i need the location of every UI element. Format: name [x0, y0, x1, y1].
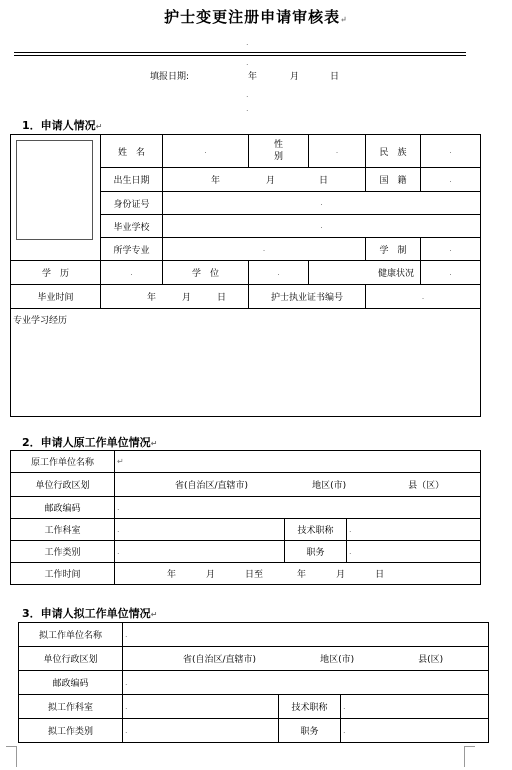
new-post-label: 职务: [279, 719, 341, 743]
orig-type-field[interactable]: .: [115, 541, 285, 563]
ethnicity-field[interactable]: .: [421, 135, 481, 168]
name-label: 姓 名: [101, 135, 163, 168]
fill-date-label: 填报日期:: [150, 72, 190, 82]
school-field[interactable]: .: [163, 215, 481, 238]
section3-heading: 3．申请人拟工作单位情况↵: [22, 607, 158, 620]
orig-worktime-label: 工作时间: [11, 563, 115, 585]
degree-years-field[interactable]: .: [421, 238, 481, 261]
paragraph-mark: .: [246, 58, 249, 67]
new-title-label: 技术职称: [279, 695, 341, 719]
nationality-label: 国 籍: [366, 168, 421, 192]
intended-unit-table: [18, 622, 489, 743]
orig-post-field[interactable]: .: [347, 541, 481, 563]
experience-field[interactable]: [11, 309, 481, 417]
orig-prefecture: 地区(市): [312, 481, 347, 491]
paragraph-mark: .: [246, 90, 249, 99]
new-postcode-label: 邮政编码: [19, 671, 123, 695]
orig-unit-field[interactable]: ↵: [115, 451, 481, 473]
grad-time-field[interactable]: [101, 285, 249, 309]
title-rule-thick: [14, 52, 466, 53]
wt-day-to: 日至: [245, 570, 264, 580]
new-admin-field[interactable]: [123, 647, 489, 671]
wt-month-start: 月: [206, 570, 216, 580]
degree-years-label: 学 制: [366, 238, 421, 261]
new-type-label: 拟工作类别: [19, 719, 123, 743]
license-label: 护士执业证书编号: [249, 285, 366, 309]
orig-dept-field[interactable]: .: [115, 519, 285, 541]
grad-year: 年: [147, 293, 157, 303]
major-field[interactable]: .: [163, 238, 366, 261]
birth-day: 日: [319, 176, 329, 186]
education-field[interactable]: .: [101, 261, 163, 285]
degree-field[interactable]: .: [249, 261, 309, 285]
orig-admin-label: 单位行政区划: [11, 473, 115, 497]
new-unit-field[interactable]: .: [123, 623, 489, 647]
birth-month: 月: [266, 176, 276, 186]
new-prefecture: 地区(市): [320, 655, 355, 665]
grad-day: 日: [217, 293, 227, 303]
orig-admin-field[interactable]: [115, 473, 481, 497]
section1-heading: 1．申请人情况↵: [22, 119, 103, 132]
section2-heading: 2．申请人原工作单位情况↵: [22, 436, 158, 449]
orig-province: 省(自治区/直辖市): [175, 481, 249, 491]
new-postcode-field[interactable]: .: [123, 671, 489, 695]
wt-month-end: 月: [336, 570, 346, 580]
name-field[interactable]: .: [163, 135, 249, 168]
education-label: 学 历: [11, 261, 101, 285]
birth-year: 年: [211, 176, 221, 186]
new-dept-label: 拟工作科室: [19, 695, 123, 719]
id-number-field[interactable]: .: [163, 192, 481, 215]
orig-dept-label: 工作科室: [11, 519, 115, 541]
grad-month: 月: [182, 293, 192, 303]
fill-date-day: 日: [330, 72, 340, 82]
grad-time-label: 毕业时间: [11, 285, 101, 309]
paragraph-mark: .: [246, 38, 249, 47]
new-dept-field[interactable]: .: [123, 695, 279, 719]
fill-date-year: 年: [248, 72, 258, 82]
form-title: 护士变更注册申请审核表↵: [164, 8, 348, 26]
new-unit-label: 拟工作单位名称: [19, 623, 123, 647]
experience-label: 专业学习经历: [13, 316, 68, 326]
degree-label: 学 位: [163, 261, 249, 285]
wt-year-end: 年: [297, 570, 307, 580]
nationality-field[interactable]: .: [421, 168, 481, 192]
orig-county: 县（区）: [408, 481, 445, 491]
orig-postcode-label: 邮政编码: [11, 497, 115, 519]
orig-title-field[interactable]: .: [347, 519, 481, 541]
birth-date-field[interactable]: [163, 168, 366, 192]
orig-unit-label: 原工作单位名称: [11, 451, 115, 473]
new-admin-label: 单位行政区划: [19, 647, 123, 671]
orig-post-label: 职务: [285, 541, 347, 563]
orig-worktime-field[interactable]: [115, 563, 481, 585]
school-label: 毕业学校: [101, 215, 163, 238]
wt-year-start: 年: [167, 570, 177, 580]
title-rule-thin: [14, 55, 466, 56]
gender-field[interactable]: .: [309, 135, 366, 168]
fill-date-month: 月: [290, 72, 300, 82]
new-province: 省(自治区/直辖市): [183, 655, 257, 665]
ethnicity-label: 民 族: [366, 135, 421, 168]
new-post-field[interactable]: .: [341, 719, 489, 743]
orig-type-label: 工作类别: [11, 541, 115, 563]
id-number-label: 身份证号: [101, 192, 163, 215]
orig-postcode-field[interactable]: .: [115, 497, 481, 519]
birth-label: 出生日期: [101, 168, 163, 192]
gender-label: 性 别: [249, 135, 309, 168]
original-unit-table: [10, 450, 481, 585]
paragraph-mark: .: [246, 104, 249, 113]
health-field[interactable]: .: [421, 261, 481, 285]
photo-box: [16, 140, 93, 240]
health-label: 健康状况: [309, 261, 421, 285]
license-field[interactable]: .: [366, 285, 481, 309]
orig-title-label: 技术职称: [285, 519, 347, 541]
page-corner-left: [6, 746, 17, 767]
new-title-field[interactable]: .: [341, 695, 489, 719]
wt-day-end: 日: [375, 570, 385, 580]
page-corner-right: [464, 746, 475, 767]
new-county: 县(区): [418, 655, 444, 665]
major-label: 所学专业: [101, 238, 163, 261]
new-type-field[interactable]: .: [123, 719, 279, 743]
